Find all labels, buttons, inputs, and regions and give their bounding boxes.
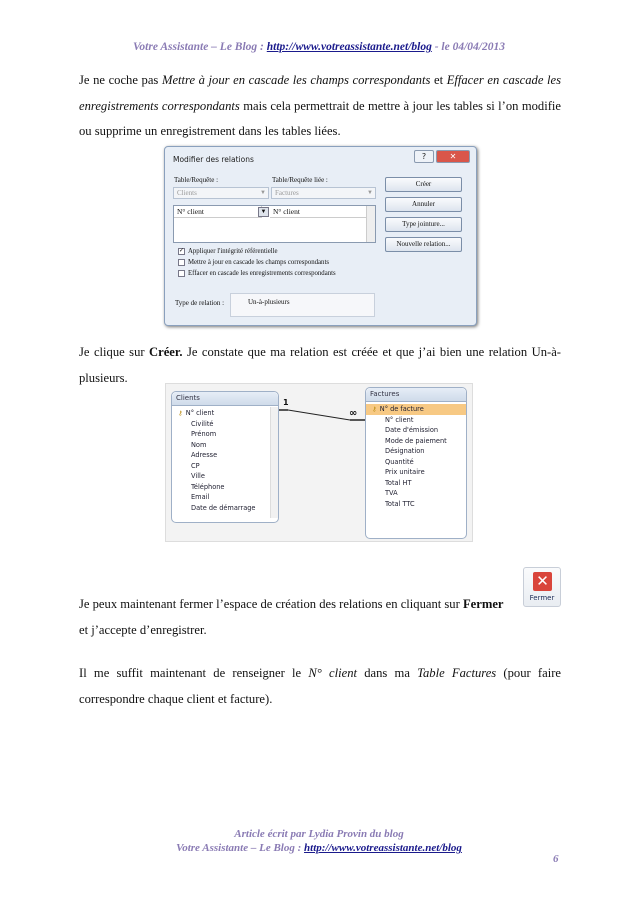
cascade-delete-checkbox[interactable] <box>178 270 336 277</box>
close-button[interactable]: ✕ <box>436 150 470 163</box>
cascade-delete-label: Effacer en cascade les enregistrements correspondants <box>188 270 336 277</box>
field-name: Date de démarrage <box>191 503 256 512</box>
bold-text: Fermer <box>462 597 504 611</box>
field-name: Quantité <box>385 457 414 466</box>
dialog-title: Modifier des relations <box>173 155 254 164</box>
primary-key-icon: ⚷ <box>178 409 183 417</box>
footer-prefix: Votre Assistante – Le Blog : <box>176 842 305 854</box>
chevron-down-icon: ▼ <box>367 190 373 196</box>
table-select-value: Clients <box>177 189 197 197</box>
field-name: Prix unitaire <box>385 468 425 476</box>
chevron-down-icon: ▼ <box>260 190 266 196</box>
text: (pour faire correspondre chaque client et facture). <box>79 666 561 706</box>
paragraph-fill-client <box>79 661 561 712</box>
relation-type-value: Un-à-plusieurs <box>230 293 375 317</box>
header-link[interactable]: http://www.votreassistante.net/blog <box>266 41 432 53</box>
right-field-value: N° client <box>273 207 300 216</box>
integrity-checkbox[interactable] <box>178 248 278 255</box>
left-field-cell[interactable] <box>174 206 262 218</box>
text: mais cela permettrait de mettre à jour les tables si l’on modifie ou supprime un enregistrement dans les tables liées. <box>79 98 562 138</box>
header-suffix: - le 04/04/2013 <box>431 41 505 53</box>
checkbox-empty-icon <box>178 259 185 266</box>
table-label: Table/Requête : <box>174 176 219 184</box>
fermer-button[interactable] <box>523 567 561 607</box>
text: et j’accepte d’enregistrer. <box>79 622 207 637</box>
text: Je clique sur <box>79 345 150 359</box>
factures-table-title: Factures <box>366 388 466 402</box>
field-name: Total HT <box>385 478 412 487</box>
checkmark-icon: ✓ <box>179 248 185 254</box>
text: Il me suffit maintenant de renseigner le <box>79 666 309 680</box>
close-icon: ✕ <box>533 572 552 591</box>
field-name: Nom <box>191 440 207 449</box>
text: Je peux maintenant fermer l’espace de création des relations en cliquant sur <box>79 597 463 611</box>
field-grid <box>173 205 376 243</box>
field-name: CP <box>191 461 200 470</box>
field-name: Désignation <box>385 447 425 455</box>
field-name: Téléphone <box>191 482 225 491</box>
primary-key-icon: ⚷ <box>372 405 377 413</box>
paragraph-close <box>79 592 561 643</box>
related-table-select[interactable] <box>271 187 376 199</box>
header-prefix: Votre Assistante – Le Blog : <box>133 41 267 53</box>
right-field-cell[interactable] <box>270 206 368 218</box>
field-name: Mode de paiement <box>385 436 447 445</box>
bold-text: Créer. <box>149 345 183 359</box>
field-name: TVA <box>385 489 398 497</box>
italic-text: Table Factures <box>417 666 497 680</box>
checkbox-empty-icon <box>178 270 185 277</box>
field-name: N° client <box>385 415 414 424</box>
cascade-update-label: Mettre à jour en cascade les champs correspondants <box>188 259 329 266</box>
field-name: Adresse <box>191 451 218 459</box>
chevron-down-icon[interactable]: ▼ <box>258 207 269 217</box>
page-footer <box>0 827 638 855</box>
italic-text: Effacer en cascade les enregistrements correspondants <box>79 73 562 113</box>
create-button[interactable]: Créer <box>385 177 462 192</box>
new-relation-button[interactable]: Nouvelle relation... <box>385 237 462 252</box>
text: et <box>430 73 447 87</box>
field-name: Email <box>191 493 210 501</box>
text: dans ma <box>357 666 418 680</box>
text: Je constate que ma relation est créée et que j’ai bien une relation Un-à-plusieurs. <box>79 345 561 385</box>
table-select[interactable] <box>173 187 269 199</box>
left-field-value: N° client <box>177 207 204 216</box>
related-table-label: Table/Requête liée : <box>272 176 328 184</box>
field-name: Civilité <box>191 419 214 428</box>
paragraph-cascade-note <box>79 68 561 145</box>
relation-type-label: Type de relation : <box>175 299 225 307</box>
page-header <box>0 41 638 53</box>
grid-scrollbar[interactable] <box>366 206 375 242</box>
footer-author: Article écrit par Lydia Provin du blog <box>234 828 404 840</box>
cancel-button[interactable]: Annuler <box>385 197 462 212</box>
italic-text: N° client <box>308 666 357 680</box>
fermer-label: Fermer <box>529 594 555 602</box>
clients-table-title: Clients <box>172 392 278 406</box>
footer-link[interactable]: http://www.votreassistante.net/blog <box>304 842 462 854</box>
join-type-button[interactable]: Type jointure... <box>385 217 462 232</box>
cascade-update-checkbox[interactable] <box>178 259 329 266</box>
many-symbol: ∞ <box>349 408 358 419</box>
italic-text: Mettre à jour en cascade les champs correspondants <box>161 73 431 87</box>
field-name: N° client <box>185 409 215 417</box>
relationships-diagram <box>165 383 473 542</box>
help-button[interactable]: ? <box>414 150 434 163</box>
relation-line <box>166 384 474 543</box>
dialog-controls <box>414 150 470 163</box>
field-name: Date d'émission <box>385 426 439 434</box>
field-name: Prénom <box>191 430 217 438</box>
related-table-select-value: Factures <box>275 189 299 197</box>
footer-blog <box>0 841 638 855</box>
text: Je ne coche pas <box>79 73 162 87</box>
field-name: Total TTC <box>385 499 415 508</box>
field-name: Ville <box>191 472 205 480</box>
page-number: 6 <box>553 853 559 865</box>
field-name: N° de facture <box>379 405 424 413</box>
one-symbol: 1 <box>283 398 289 407</box>
integrity-label: Appliquer l'intégrité référentielle <box>188 248 278 255</box>
